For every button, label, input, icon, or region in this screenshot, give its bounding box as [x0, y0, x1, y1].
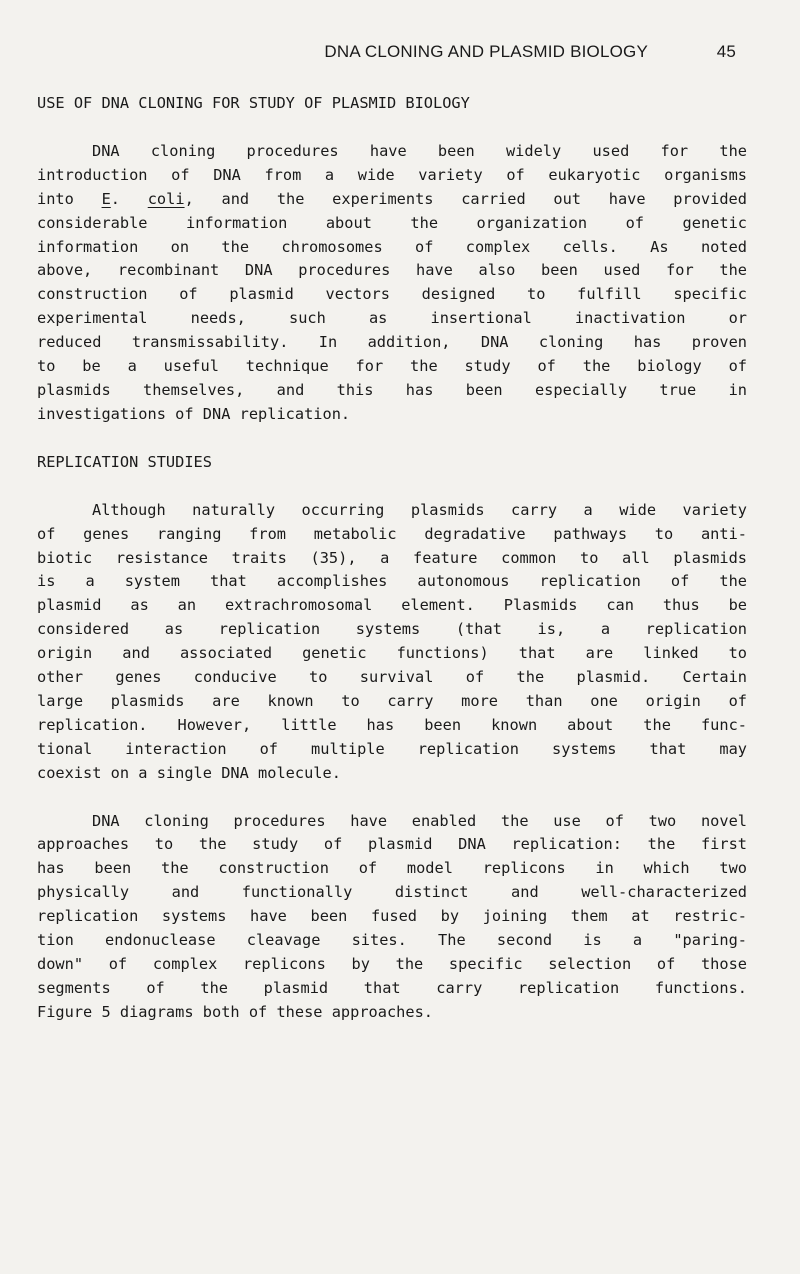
text-line: construction of plasmid vectors designed to fulfill specific [37, 285, 747, 304]
text-line: of genes ranging from metabolic degradative pathways to anti- [37, 524, 747, 543]
section-heading-plasmid-biology: USE OF DNA CLONING FOR STUDY OF PLASMID BIOLOGY [37, 94, 470, 112]
paragraph-cloning-use [37, 140, 747, 427]
genus-abbrev: E [101, 189, 111, 208]
text-line: Figure 5 diagrams both of these approaches. [37, 1002, 434, 1021]
text-line: origin and associated genetic functions) that are linked to [37, 644, 747, 663]
paragraph-replication-intro [37, 499, 747, 786]
text-line: has been the construction of model replicons in which two [37, 859, 747, 878]
text-fragment: . [110, 189, 120, 208]
body-text [37, 92, 747, 1025]
text-line: physically and functionally distinct and well-characterized [37, 883, 747, 902]
text-line: DNA cloning procedures have been widely used for the [92, 141, 747, 160]
running-head [36, 42, 736, 68]
species-name: coli [147, 189, 185, 208]
text-line: to be a useful technique for the study of the biology of [37, 357, 747, 376]
text-line: biotic resistance traits (35), a feature common to all plasmids [37, 548, 747, 567]
text-line: plasmids themselves, and this has been especially true in [37, 380, 747, 399]
text-line: coexist on a single DNA molecule. [37, 763, 341, 782]
text-line: approaches to the study of plasmid DNA replication: the first [37, 835, 747, 854]
page-number: 45 [716, 42, 736, 61]
text-line: experimental needs, such as insertional inactivation or [37, 309, 747, 328]
text-line: is a system that accomplishes autonomous replication of the [37, 572, 747, 591]
text-line: replication systems have been fused by joining them at restric- [37, 907, 747, 926]
text-line: reduced transmissability. In addition, DNA cloning has proven [37, 333, 747, 352]
text-line: information on the chromosomes of complex cells. As noted [37, 237, 747, 256]
text-fragment: , and the experiments carried out have provided [184, 189, 747, 208]
text-line: down" of complex replicons by the specific selection of those [37, 955, 747, 973]
text-line: DNA cloning procedures have enabled the use of two novel [92, 811, 747, 830]
text-line: tion endonuclease cleavage sites. The second is a "paring- [37, 931, 747, 950]
text-fragment: into [37, 189, 74, 208]
text-line: large plasmids are known to carry more than one origin of [37, 691, 747, 710]
text-line: other genes conducive to survival of the plasmid. Certain [37, 668, 747, 687]
text-line: considered as replication systems (that is, a replication [37, 620, 747, 639]
text-line: introduction of DNA from a wide variety of eukaryotic organisms [37, 165, 747, 184]
text-line: tional interaction of multiple replication systems that may [37, 739, 747, 758]
text-line [37, 188, 747, 212]
text-line: investigations of DNA replication. [37, 404, 351, 423]
paragraph-novel-approaches [37, 810, 747, 1025]
text-line: replication. However, little has been known about the func- [37, 715, 747, 734]
text-line: plasmid as an extrachromosomal element. Plasmids can thus be [37, 596, 747, 615]
text-line: Although naturally occurring plasmids carry a wide variety [92, 500, 747, 519]
section-heading-replication: REPLICATION STUDIES [37, 452, 212, 471]
text-line: segments of the plasmid that carry replication functions. [37, 978, 747, 997]
text-line: above, recombinant DNA procedures have also been used for the [37, 261, 747, 280]
running-title: DNA CLONING AND PLASMID BIOLOGY [324, 42, 648, 61]
text-line: considerable information about the organization of genetic [37, 213, 747, 232]
